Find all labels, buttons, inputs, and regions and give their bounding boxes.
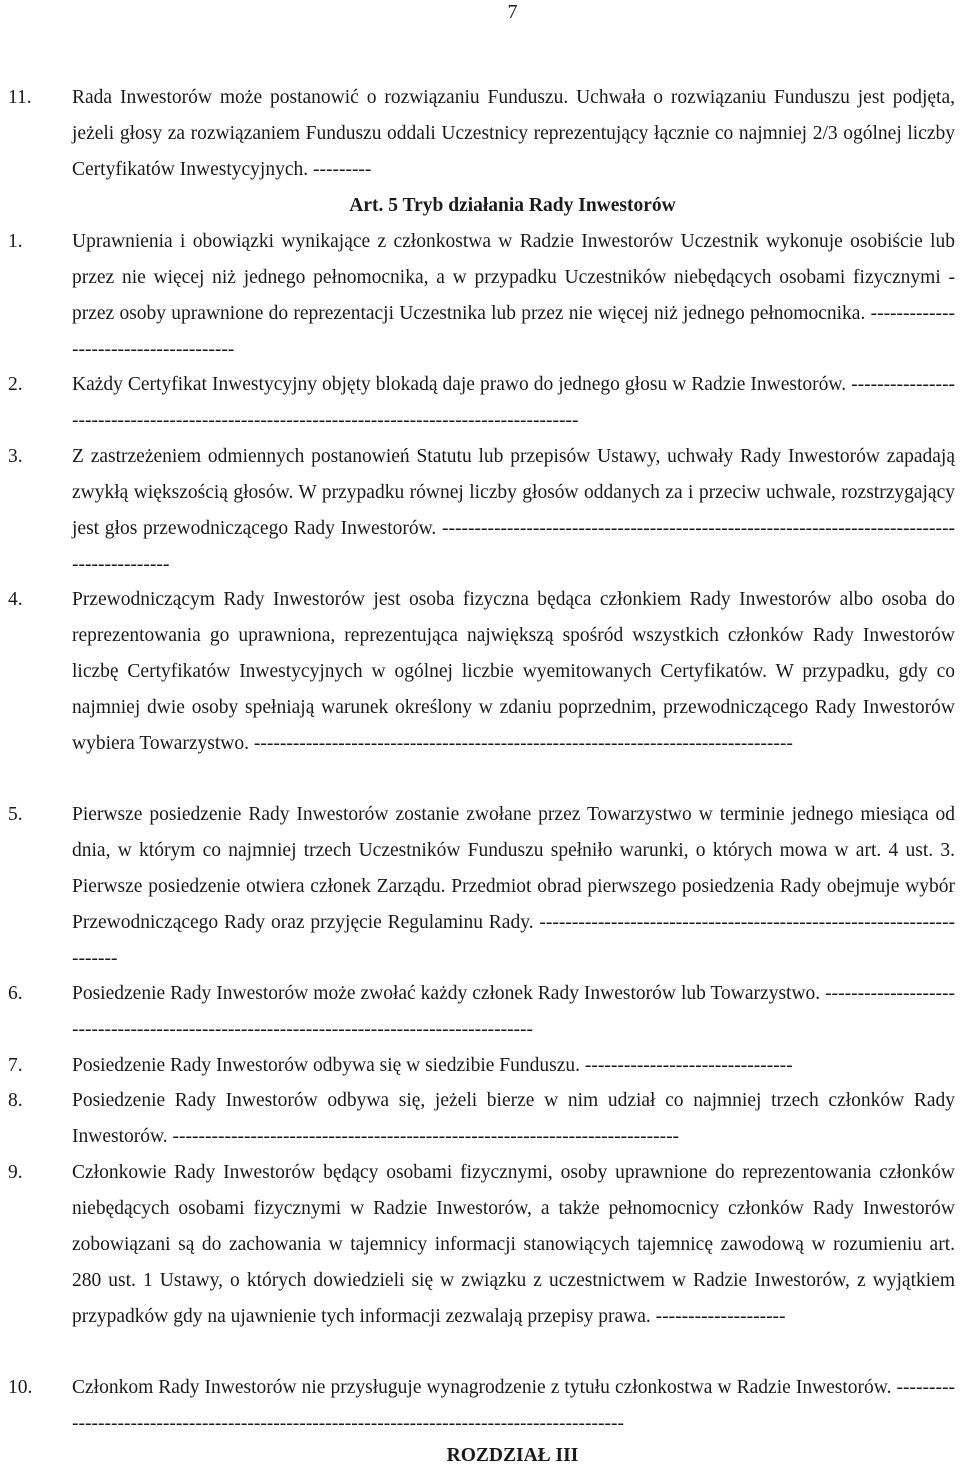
paragraph-number: 3. <box>8 446 23 467</box>
paragraph-text: Z zastrzeżeniem odmiennych postanowień Statutu lub przepisów Ustawy, uchwały Rady Inwestorów zapadają zwykłą większością głosów. W przypadku równej liczby głosów oddanych za i przeciw uchwale, rozstrzygający jest głos przewodniczącego Rady Inwestorów. ---------------------------------------------------------------------------------------------- <box>72 446 955 575</box>
paragraph-text: Posiedzenie Rady Inwestorów może zwołać każdy członek Rady Inwestorów lub Towarzystwo. ------------------------------------------------------------------------------------------- <box>72 983 955 1040</box>
paragraph-number: 6. <box>8 983 23 1004</box>
article-heading: Art. 5 Tryb działania Rady Inwestorów <box>349 195 676 216</box>
paragraph-text: Członkom Rady Inwestorów nie przysługuje wynagrodzenie z tytułu członkostwa w Radzie Inwestorów. ---------------------------------------------------------------------------------------------- <box>72 1377 955 1434</box>
paragraph-text: Uprawnienia i obowiązki wynikające z członkostwa w Radzie Inwestorów Uczestnik wykonuje osobiście lub przez nie więcej niż jednego pełnomocnika, a w przypadku Uczestników niebędących osobami fizycznymi - przez osoby uprawnione do reprezentacji Uczestnika lub przez nie więcej niż jednego pełnomocnika. -------------------------------------- <box>72 231 955 360</box>
paragraph-number: 5. <box>8 804 23 825</box>
paragraph-number: 9. <box>8 1162 23 1183</box>
paragraph-number: 11. <box>8 87 32 108</box>
paragraph-text: Posiedzenie Rady Inwestorów odbywa się, jeżeli bierze w nim udział co najmniej trzech członków Rady Inwestorów. ------------------------------------------------------------------------------ <box>72 1090 955 1147</box>
paragraph-number: 8. <box>8 1090 23 1111</box>
paragraph-text: Każdy Certyfikat Inwestycyjny objęty blokadą daje prawo do jednego głosu w Radzie Inwestorów. ---------------------------------------------------------------------------------------------- <box>72 374 955 431</box>
paragraph-text: Pierwsze posiedzenie Rady Inwestorów zostanie zwołane przez Towarzystwo w terminie jednego miesiąca od dnia, w którym co najmniej trzech Uczestników Funduszu spełniło warunki, o których mowa w art. 4 ust. 3. Pierwsze posiedzenie otwiera członek Zarządu. Przedmiot obrad pierwszego posiedzenia Rady obejmuje wybór Przewodniczącego Rady oraz przyjęcie Regulaminu Rady. ----------------------------------------------------------------------- <box>72 804 955 969</box>
paragraph-text: Członkowie Rady Inwestorów będący osobami fizycznymi, osoby uprawnione do reprezentowania członków niebędących osobami fizycznymi w Radzie Inwestorów, a także pełnomocnicy członków Rady Inwestorów zobowiązani są do zachowania w tajemnicy informacji stanowiących tajemnicę zawodową w rozumieniu art. 280 ust. 1 Ustawy, o których dowiedzieli się w związku z uczestnictwem w Radzie Inwestorów, z wyjątkiem przypadków gdy na ujawnienie tych informacji zezwalają przepisy prawa. -------------------- <box>72 1162 955 1327</box>
chapter-heading: ROZDZIAŁ III <box>446 1445 579 1466</box>
paragraph-number: 10. <box>8 1377 33 1398</box>
paragraph-number: 7. <box>8 1055 23 1076</box>
paragraph-number: 4. <box>8 589 23 610</box>
paragraph-number: 1. <box>8 231 23 252</box>
paragraph-text: Rada Inwestorów może postanowić o rozwiązaniu Funduszu. Uchwała o rozwiązaniu Funduszu jest podjęta, jeżeli głosy za rozwiązaniem Funduszu oddali Uczestnicy reprezentujący łącznie co najmniej 2/3 ogólnej liczby Certyfikatów Inwestycyjnych. --------- <box>72 87 955 180</box>
paragraph-text: Przewodniczącym Rady Inwestorów jest osoba fizyczna będąca członkiem Rady Inwestorów albo osoba do reprezentowania go uprawniona, reprezentująca największą spośród wszystkich członków Rady Inwestorów liczbę Certyfikatów Inwestycyjnych w ogólnej liczbie wyemitowanych Certyfikatów. W przypadku, gdy co najmniej dwie osoby spełniają warunek określony w zdaniu poprzednim, przewodniczącego Rady Inwestorów wybiera Towarzystwo. ----------------------------------------------------------------------------------- <box>72 589 955 754</box>
page-number: 7 <box>507 1 518 23</box>
paragraph-text: Posiedzenie Rady Inwestorów odbywa się w siedzibie Funduszu. -------------------------------- <box>72 1055 793 1076</box>
paragraph-number: 2. <box>8 374 23 395</box>
